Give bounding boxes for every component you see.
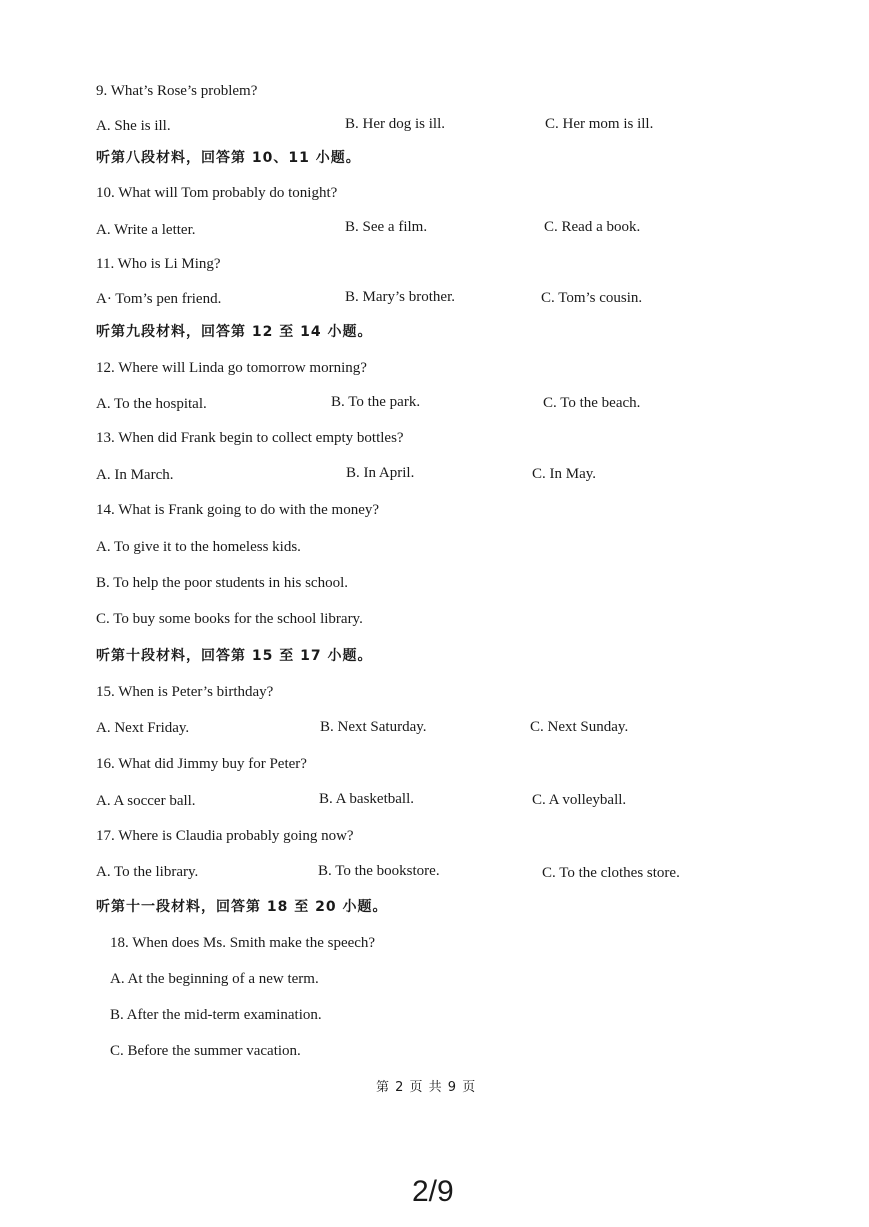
question-18-option-b: B. After the mid-term examination. [110, 1007, 322, 1023]
question-12-option-c: C. To the beach. [543, 395, 641, 411]
section-10-instruction: 听第十段材料，回答第 15 至 17 小题。 [96, 648, 373, 664]
question-11-option-c: C. Tom’s cousin. [541, 290, 643, 306]
question-17-option-b: B. To the bookstore. [318, 863, 440, 879]
question-18-option-a: A. At the beginning of a new term. [110, 971, 319, 987]
question-9-option-a: A. She is ill. [96, 118, 171, 134]
question-12-option-a: A. To the hospital. [96, 396, 207, 412]
question-12-option-b: B. To the park. [331, 394, 421, 410]
question-18-option-c: C. Before the summer vacation. [110, 1043, 301, 1059]
question-16-option-a: A. A soccer ball. [96, 793, 196, 809]
question-17: 17. Where is Claudia probably going now? [96, 828, 354, 844]
question-16-option-c: C. A volleyball. [532, 792, 627, 808]
question-17-option-a: A. To the library. [96, 864, 199, 880]
question-15-option-c: C. Next Sunday. [530, 719, 629, 735]
page-info-footer: 第 2 页 共 9 页 [376, 1080, 477, 1095]
question-15-option-a: A. Next Friday. [96, 720, 190, 736]
question-9-option-c: C. Her mom is ill. [545, 116, 654, 132]
question-11-option-a: A· Tom’s pen friend. [96, 291, 222, 307]
section-8-instruction: 听第八段材料，回答第 10、11 小题。 [96, 150, 361, 166]
section-11-instruction: 听第十一段材料，回答第 18 至 20 小题。 [96, 899, 388, 915]
question-10-option-c: C. Read a book. [544, 219, 641, 235]
question-14-option-c: C. To buy some books for the school library. [96, 611, 363, 627]
question-10-option-a: A. Write a letter. [96, 222, 196, 238]
question-15-option-b: B. Next Saturday. [320, 719, 427, 735]
question-13-option-a: A. In March. [96, 467, 174, 483]
question-13: 13. When did Frank begin to collect empty bottles? [96, 430, 404, 446]
question-14-option-a: A. To give it to the homeless kids. [96, 539, 301, 555]
question-14-option-b: B. To help the poor students in his school. [96, 575, 348, 591]
question-10: 10. What will Tom probably do tonight? [96, 185, 338, 201]
question-11-option-b: B. Mary’s brother. [345, 289, 455, 305]
question-12: 12. Where will Linda go tomorrow morning? [96, 360, 367, 376]
question-15: 15. When is Peter’s birthday? [96, 684, 274, 700]
section-9-instruction: 听第九段材料，回答第 12 至 14 小题。 [96, 324, 373, 340]
question-13-option-b: B. In April. [346, 465, 415, 481]
question-14: 14. What is Frank going to do with the money? [96, 502, 380, 518]
question-9-option-b: B. Her dog is ill. [345, 116, 445, 132]
question-16-option-b: B. A basketball. [319, 791, 414, 807]
question-17-option-c: C. To the clothes store. [542, 865, 680, 881]
question-10-option-b: B. See a film. [345, 219, 428, 235]
question-13-option-c: C. In May. [532, 466, 597, 482]
question-16: 16. What did Jimmy buy for Peter? [96, 756, 307, 772]
question-11: 11. Who is Li Ming? [96, 256, 221, 272]
question-18: 18. When does Ms. Smith make the speech? [110, 935, 376, 951]
page-number: 2/9 [412, 1175, 454, 1208]
question-9: 9. What’s Rose’s problem? [96, 83, 258, 99]
